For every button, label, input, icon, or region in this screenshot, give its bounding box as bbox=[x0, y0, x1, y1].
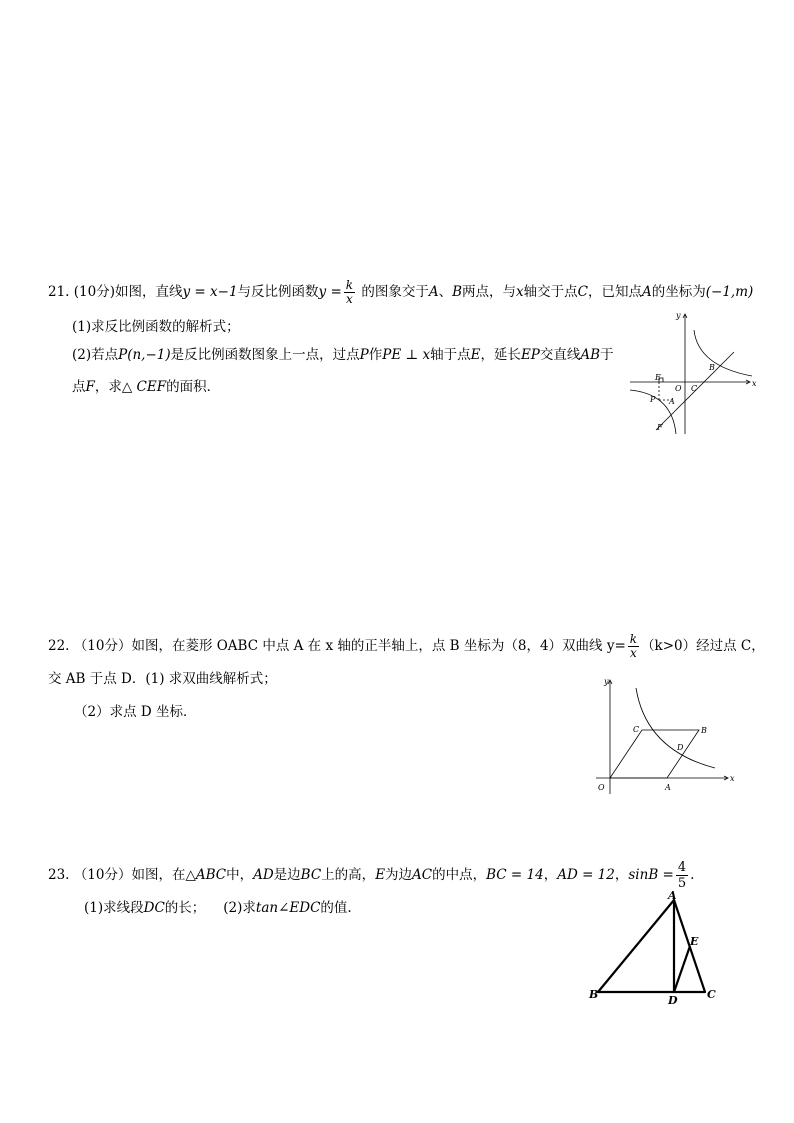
q22-figure bbox=[594, 672, 738, 798]
q23-text-b: 中， bbox=[226, 867, 254, 883]
q23-sinb: sinB = bbox=[628, 867, 674, 883]
q21-fig-B: B bbox=[709, 363, 715, 372]
q23-fig-D: D bbox=[668, 994, 678, 1007]
q22-fig-A: A bbox=[665, 783, 671, 792]
q21-p2-a: (2)若点 bbox=[72, 347, 119, 363]
q22-line3: （2）求点 D 坐标． bbox=[74, 704, 197, 720]
q21-text-e: 轴交于点 bbox=[523, 284, 578, 300]
q21-frac-den: x bbox=[346, 292, 353, 306]
q22-fig-D: D bbox=[677, 743, 684, 752]
q23-dc: DC bbox=[143, 900, 165, 916]
q22-fig-y: y bbox=[604, 677, 609, 686]
q21-text-f: ，已知点 bbox=[588, 284, 642, 300]
q23-frac-den: 5 bbox=[677, 876, 687, 891]
q23-e: E bbox=[375, 867, 386, 883]
q23-figure bbox=[586, 888, 728, 1008]
q21-pt-a2: A bbox=[642, 284, 652, 300]
q23-fig-B: B bbox=[589, 988, 599, 1001]
q23-fig-C: C bbox=[707, 988, 716, 1001]
q23-line1 bbox=[48, 860, 694, 891]
q21-p2-g: 交直线 bbox=[539, 347, 581, 363]
q21-p2-b: 是反比例函数图象上一点，过点 bbox=[170, 347, 360, 363]
q21-p2-h: 于 bbox=[600, 347, 614, 363]
q21-p2-f: ，延长 bbox=[480, 347, 521, 363]
q23-text-d: 上的高， bbox=[321, 867, 376, 883]
q23-text-f: 的中点， bbox=[432, 867, 487, 883]
q23-frac-num: 4 bbox=[677, 860, 687, 875]
q21-p2-ab: AB bbox=[580, 347, 601, 363]
q21-p2-point: P(n,−1) bbox=[118, 347, 171, 363]
q23-text-e: 为边 bbox=[385, 867, 413, 883]
q22-frac-num: k bbox=[629, 632, 638, 646]
q22-text-a: 22. （10分）如图，在菱形 OABC 中点 A 在 x 轴的正半轴上，点 B 坐标为（8，4）双曲线 y= bbox=[48, 638, 626, 654]
q23-fraction bbox=[676, 860, 688, 891]
q23-sep2: ， bbox=[614, 867, 629, 883]
q23-end: . bbox=[690, 867, 695, 883]
q21-p2-l2c: 的面积． bbox=[166, 379, 221, 395]
q21-p2-perp: PE ⊥ x bbox=[382, 347, 431, 363]
q21-part2-line2 bbox=[72, 378, 220, 396]
q21-number: 21. bbox=[48, 284, 70, 300]
q21-part1: (1)求反比例函数的解析式； bbox=[72, 319, 240, 335]
q21-line-eq: y = x−1 bbox=[182, 284, 238, 300]
q23-ad-eq: AD = 12 bbox=[557, 867, 615, 883]
q23-fig-A: A bbox=[668, 889, 677, 902]
q22-fraction bbox=[628, 633, 639, 660]
q21-p2-p: P bbox=[359, 347, 369, 363]
q21-func-lhs: y = bbox=[318, 284, 342, 300]
q21-p2-l2a: 点 bbox=[72, 379, 86, 395]
q21-var-x: x bbox=[516, 284, 524, 300]
q21-p2-d: 轴于点 bbox=[430, 347, 471, 363]
q23-p1-b: 的长； bbox=[164, 900, 206, 916]
q21-score: (10分) bbox=[73, 284, 115, 300]
q23-tan: tan∠EDC bbox=[255, 900, 321, 916]
q21-fig-F: F bbox=[657, 423, 663, 432]
q21-frac-num: k bbox=[345, 278, 354, 292]
q21-text-a: 如图，直线 bbox=[115, 284, 183, 300]
q21-fig-A: A bbox=[669, 397, 675, 406]
q21-p2-e: E bbox=[470, 347, 481, 363]
q21-fig-E: E bbox=[655, 373, 661, 382]
q21-p2-F: F bbox=[85, 379, 95, 395]
q21-coord: (−1,m) bbox=[705, 284, 754, 300]
q21-fig-x: x bbox=[752, 379, 757, 388]
q21-pt-c: C bbox=[577, 284, 588, 300]
q23-ac: AC bbox=[412, 867, 433, 883]
q21-pt-a: A bbox=[428, 284, 439, 300]
q21-p2-tri: △ CEF bbox=[121, 379, 167, 395]
q23-p1-a: (1)求线段 bbox=[84, 900, 144, 916]
q21-fig-C: C bbox=[691, 384, 698, 393]
q22-fig-x: x bbox=[730, 774, 735, 783]
q22-frac-den: x bbox=[630, 646, 637, 660]
q21-p2-l2b: ，求 bbox=[94, 379, 122, 395]
q22-line2: 交 AB 于点 D．(1) 求双曲线解析式； bbox=[48, 671, 277, 687]
q23-p2-b: 的值. bbox=[320, 900, 352, 916]
q23-bc-eq: BC = 14 bbox=[486, 867, 544, 883]
q23-p2-a: (2)求 bbox=[223, 900, 256, 916]
q21-part2-line1 bbox=[72, 346, 614, 364]
q23-fig-E: E bbox=[690, 935, 699, 948]
q23-figure-frame bbox=[586, 888, 728, 1008]
q22-fig-O: O bbox=[598, 783, 605, 792]
q23-bc: BC bbox=[300, 867, 322, 883]
q21-p2-c: 作 bbox=[368, 347, 383, 363]
q23-tri: △ABC bbox=[185, 867, 227, 883]
q22-fig-B: B bbox=[701, 726, 707, 735]
q23-parts bbox=[84, 899, 352, 917]
q21-figure bbox=[628, 310, 758, 436]
q21-fig-y: y bbox=[676, 311, 681, 320]
q21-sep: 、 bbox=[438, 284, 453, 300]
q21-pt-b: B bbox=[452, 284, 463, 300]
q21-text-g: 的坐标为 bbox=[651, 284, 706, 300]
q21-p2-ep: EP bbox=[520, 347, 540, 363]
q21-fig-P: P bbox=[650, 395, 656, 404]
q23-text-c: 是边 bbox=[273, 867, 301, 883]
q23-sep: ， bbox=[543, 867, 558, 883]
q21-stem bbox=[48, 279, 753, 306]
q23-ad: AD bbox=[253, 867, 274, 883]
q21-fraction bbox=[344, 279, 355, 306]
q21-fig-O: O bbox=[675, 384, 682, 393]
q22-text-b: （k>0）经过点 C， bbox=[641, 638, 765, 654]
q21-text-c: 的图象交于 bbox=[361, 284, 429, 300]
q23-text-a: 23. （10分）如图，在 bbox=[48, 867, 186, 883]
q21-text-b: 与反比例函数 bbox=[237, 284, 319, 300]
q22-line1 bbox=[48, 633, 765, 660]
q21-text-d: 两点，与 bbox=[462, 284, 517, 300]
q22-fig-C: C bbox=[633, 725, 640, 734]
